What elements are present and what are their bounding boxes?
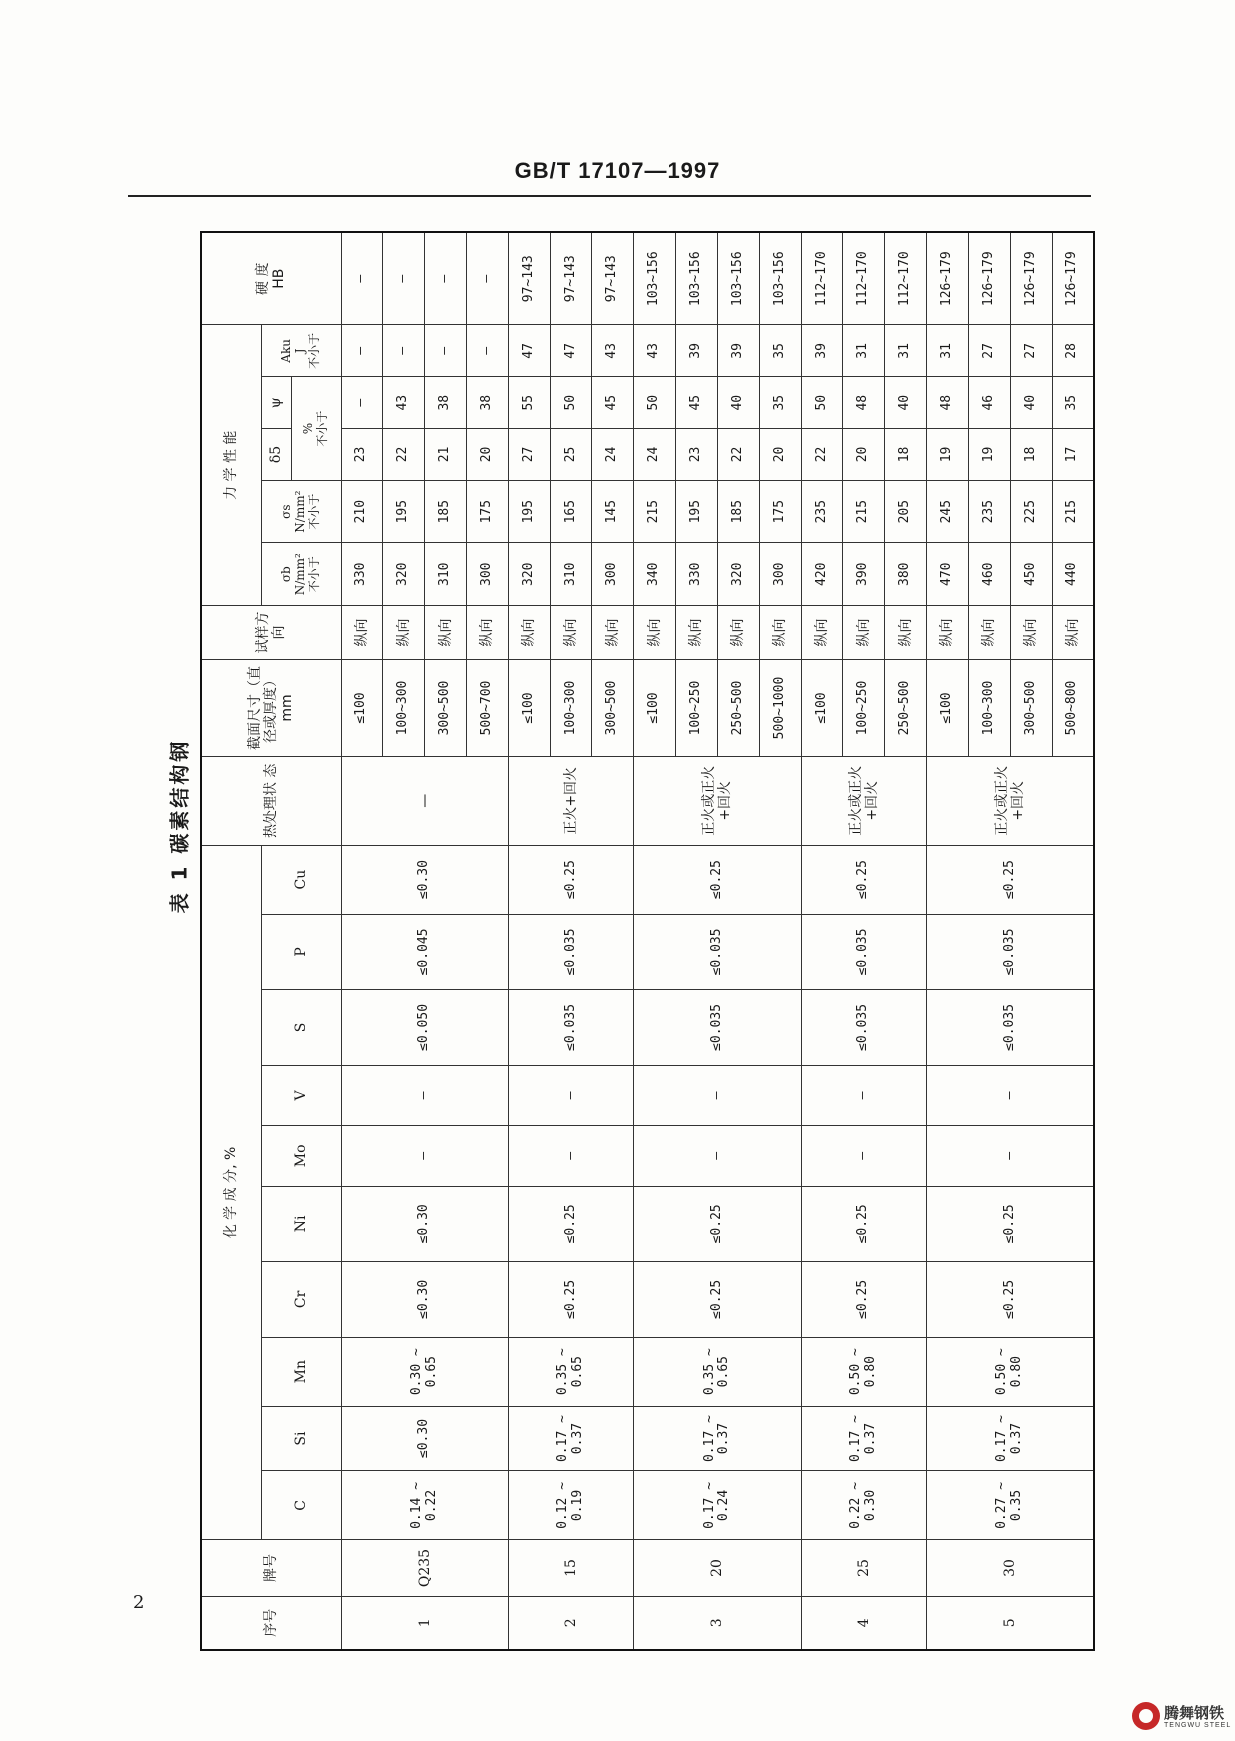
brand-logo: [1132, 1700, 1232, 1738]
standard-code-header: GB/T 17107—1997: [514, 158, 721, 183]
sigma-b-cell: 330: [676, 543, 718, 606]
aku-cell: 39: [801, 325, 843, 377]
composition-v-cell: —: [927, 1065, 1094, 1125]
aku-cell: 39: [717, 325, 759, 377]
sigma-s-symbol: σs: [279, 504, 294, 519]
hardness-cell: 97~143: [592, 232, 634, 325]
aku-cell: 39: [676, 325, 718, 377]
table-container: [200, 231, 1235, 1637]
aku-cell: 35: [759, 325, 801, 377]
sigma-b-header: [261, 543, 341, 606]
sigma-b-cell: 310: [425, 543, 467, 606]
sigma-b-cell: 320: [717, 543, 759, 606]
composition-s-cell: ≤0.035: [508, 990, 633, 1066]
section-size-cell: ≤100: [508, 659, 550, 756]
psi-cell: 48: [927, 377, 969, 429]
delta-cell: 23: [676, 429, 718, 481]
elongation-unit-header: [291, 377, 341, 481]
composition-cr-cell: ≤0.25: [634, 1262, 801, 1338]
composition-p-cell: ≤0.035: [508, 914, 633, 990]
section-size-cell: 500~700: [466, 659, 508, 756]
grade-cell: 15: [508, 1540, 633, 1596]
direction-cell: 纵向: [927, 606, 969, 660]
composition-v-cell: —: [341, 1065, 508, 1125]
mechanical-properties-header: 力 学 性 能: [201, 325, 261, 606]
composition-p-cell: ≤0.035: [927, 914, 1094, 990]
grade-cell: 20: [634, 1540, 801, 1596]
composition-cu-cell: ≤0.25: [801, 845, 926, 914]
composition-cr-cell: ≤0.25: [508, 1262, 633, 1338]
table-row: [634, 232, 676, 1650]
aku-min: 不小于: [306, 332, 321, 369]
sigma-s-header: [261, 480, 341, 543]
psi-cell: 40: [717, 377, 759, 429]
direction-cell: 纵向: [634, 606, 676, 660]
hardness-cell: 97~143: [508, 232, 550, 325]
psi-cell: 50: [634, 377, 676, 429]
delta-cell: 24: [592, 429, 634, 481]
percent-unit: %: [301, 422, 316, 435]
aku-cell: —: [383, 325, 425, 377]
sigma-s-cell: 145: [592, 480, 634, 543]
psi-cell: 35: [759, 377, 801, 429]
composition-header: 化 学 成 分, %: [201, 845, 261, 1540]
hardness-header: [201, 232, 341, 325]
header-row-2: [261, 232, 291, 1650]
aku-cell: 27: [1010, 325, 1052, 377]
element-cu-header: Cu: [261, 845, 341, 914]
composition-v-cell: —: [508, 1065, 633, 1125]
psi-cell: 43: [383, 377, 425, 429]
sigma-b-cell: 300: [592, 543, 634, 606]
delta-cell: 18: [1010, 429, 1052, 481]
aku-header: [261, 325, 341, 377]
composition-ni-cell: ≤0.25: [634, 1186, 801, 1262]
specimen-direction-header: 试样方向: [201, 606, 341, 660]
sigma-s-cell: 235: [801, 480, 843, 543]
table-row: [341, 232, 383, 1650]
composition-si-cell: ≤0.30: [341, 1406, 508, 1471]
logo-emblem-icon: [1132, 1702, 1160, 1730]
direction-cell: 纵向: [676, 606, 718, 660]
sigma-s-cell: 215: [1052, 480, 1094, 543]
section-size-cell: 100~250: [676, 659, 718, 756]
sigma-s-cell: 195: [508, 480, 550, 543]
sigma-b-min: 不小于: [306, 556, 321, 593]
sigma-b-cell: 310: [550, 543, 592, 606]
section-size-cell: 300~500: [592, 659, 634, 756]
composition-c-cell: 0.14 ~ 0.22: [341, 1471, 508, 1540]
sigma-s-cell: 210: [341, 480, 383, 543]
psi-cell: 55: [508, 377, 550, 429]
rotated-table-frame: [200, 231, 1095, 1651]
composition-c-cell: 0.22 ~ 0.30: [801, 1471, 926, 1540]
hardness-cell: 103~156: [717, 232, 759, 325]
delta-cell: 22: [717, 429, 759, 481]
composition-s-cell: ≤0.035: [927, 990, 1094, 1066]
section-size-cell: 250~500: [885, 659, 927, 756]
aku-cell: 31: [843, 325, 885, 377]
psi-cell: 40: [1010, 377, 1052, 429]
element-p-header: P: [261, 914, 341, 990]
hardness-cell: —: [383, 232, 425, 325]
delta-cell: 24: [634, 429, 676, 481]
sigma-s-unit: N/mm²: [293, 490, 308, 533]
direction-cell: 纵向: [801, 606, 843, 660]
psi-cell: 46: [968, 377, 1010, 429]
delta-cell: 17: [1052, 429, 1094, 481]
hardness-cell: 97~143: [550, 232, 592, 325]
section-size-cell: 500~1000: [759, 659, 801, 756]
sigma-b-cell: 320: [383, 543, 425, 606]
direction-cell: 纵向: [550, 606, 592, 660]
sigma-s-cell: 175: [759, 480, 801, 543]
composition-c-cell: 0.12 ~ 0.19: [508, 1471, 633, 1540]
sigma-s-cell: 195: [383, 480, 425, 543]
seq-cell: 5: [927, 1596, 1094, 1650]
direction-cell: 纵向: [843, 606, 885, 660]
psi-cell: —: [341, 377, 383, 429]
composition-mo-cell: —: [341, 1126, 508, 1186]
delta-cell: 20: [759, 429, 801, 481]
section-size-cell: 300~500: [1010, 659, 1052, 756]
direction-cell: 纵向: [759, 606, 801, 660]
sigma-s-cell: 245: [927, 480, 969, 543]
sigma-s-cell: 185: [717, 480, 759, 543]
carbon-steel-table: [200, 231, 1095, 1651]
composition-cr-cell: ≤0.30: [341, 1262, 508, 1338]
seq-cell: 2: [508, 1596, 633, 1650]
psi-cell: 50: [801, 377, 843, 429]
composition-si-cell: 0.17 ~ 0.37: [801, 1406, 926, 1471]
delta-header: δ5: [261, 429, 291, 481]
section-size-cell: 100~300: [550, 659, 592, 756]
table-row: [927, 232, 969, 1650]
composition-cu-cell: ≤0.25: [927, 845, 1094, 914]
composition-mo-cell: —: [634, 1126, 801, 1186]
heat-treatment-cell: 正火+回火: [508, 757, 633, 845]
table-caption: 表 1 碳素结构钢: [167, 738, 192, 914]
hardness-cell: 126~179: [968, 232, 1010, 325]
delta-cell: 25: [550, 429, 592, 481]
aku-unit: J: [293, 348, 308, 354]
composition-cu-cell: ≤0.25: [634, 845, 801, 914]
elongation-min: 不小于: [315, 410, 329, 447]
psi-cell: 38: [466, 377, 508, 429]
delta-cell: 22: [801, 429, 843, 481]
composition-cu-cell: ≤0.25: [508, 845, 633, 914]
composition-p-cell: ≤0.035: [634, 914, 801, 990]
composition-v-cell: —: [634, 1065, 801, 1125]
delta-cell: 20: [466, 429, 508, 481]
element-mo-header: Mo: [261, 1126, 341, 1186]
psi-cell: 40: [885, 377, 927, 429]
composition-mn-cell: 0.30 ~ 0.65: [341, 1337, 508, 1406]
composition-ni-cell: ≤0.25: [801, 1186, 926, 1262]
logo-text: 腾舞钢铁: [1164, 1704, 1225, 1722]
sigma-s-min: 不小于: [306, 493, 321, 530]
sigma-b-cell: 340: [634, 543, 676, 606]
seq-cell: 1: [341, 1596, 508, 1650]
composition-mo-cell: —: [508, 1126, 633, 1186]
section-size-cell: ≤100: [801, 659, 843, 756]
sigma-b-cell: 450: [1010, 543, 1052, 606]
heat-treatment-cell: 正火或正火+回火: [927, 757, 1094, 845]
hardness-cell: 126~179: [1052, 232, 1094, 325]
page-number: 2: [133, 1592, 145, 1613]
sigma-s-cell: 235: [968, 480, 1010, 543]
grade-cell: 30: [927, 1540, 1094, 1596]
hardness-cell: 103~156: [676, 232, 718, 325]
section-size-cell: 300~500: [425, 659, 467, 756]
section-size-cell: ≤100: [341, 659, 383, 756]
hardness-cell: —: [425, 232, 467, 325]
delta-cell: 19: [927, 429, 969, 481]
delta-cell: 21: [425, 429, 467, 481]
section-size-cell: ≤100: [634, 659, 676, 756]
sigma-b-cell: 390: [843, 543, 885, 606]
sigma-b-cell: 420: [801, 543, 843, 606]
composition-si-cell: 0.17 ~ 0.37: [508, 1406, 633, 1471]
hardness-unit: HB: [271, 268, 288, 289]
seq-header: 序号: [201, 1596, 341, 1650]
sigma-b-cell: 330: [341, 543, 383, 606]
direction-cell: 纵向: [466, 606, 508, 660]
sigma-s-cell: 175: [466, 480, 508, 543]
hardness-cell: —: [466, 232, 508, 325]
delta-cell: 23: [341, 429, 383, 481]
heat-treatment-header: 热处理状 态: [201, 757, 341, 845]
sigma-b-cell: 300: [759, 543, 801, 606]
composition-mn-cell: 0.35 ~ 0.65: [508, 1337, 633, 1406]
direction-cell: 纵向: [1052, 606, 1094, 660]
psi-cell: 38: [425, 377, 467, 429]
grade-cell: Q235: [341, 1540, 508, 1596]
direction-cell: 纵向: [341, 606, 383, 660]
sigma-s-cell: 215: [634, 480, 676, 543]
psi-cell: 45: [676, 377, 718, 429]
composition-c-cell: 0.27 ~ 0.35: [927, 1471, 1094, 1540]
section-size-cell: ≤100: [927, 659, 969, 756]
direction-cell: 纵向: [508, 606, 550, 660]
composition-si-cell: 0.17 ~ 0.37: [927, 1406, 1094, 1471]
section-size-cell: 100~250: [843, 659, 885, 756]
seq-cell: 4: [801, 1596, 926, 1650]
table-row: [801, 232, 843, 1650]
element-v-header: V: [261, 1065, 341, 1125]
aku-cell: 43: [592, 325, 634, 377]
grade-cell: 25: [801, 1540, 926, 1596]
composition-mo-cell: —: [801, 1126, 926, 1186]
composition-mn-cell: 0.35 ~ 0.65: [634, 1337, 801, 1406]
delta-cell: 19: [968, 429, 1010, 481]
aku-cell: 28: [1052, 325, 1094, 377]
delta-cell: 22: [383, 429, 425, 481]
direction-cell: 纵向: [592, 606, 634, 660]
aku-symbol: Aku: [279, 339, 294, 363]
composition-cr-cell: ≤0.25: [801, 1262, 926, 1338]
element-cr-header: Cr: [261, 1262, 341, 1338]
sigma-s-cell: 195: [676, 480, 718, 543]
composition-v-cell: —: [801, 1065, 926, 1125]
hardness-cell: 112~170: [801, 232, 843, 325]
composition-ni-cell: ≤0.25: [508, 1186, 633, 1262]
heat-treatment-cell: 正火或正火+回火: [634, 757, 801, 845]
sigma-b-cell: 300: [466, 543, 508, 606]
table-body: [341, 232, 1094, 1650]
seq-cell: 3: [634, 1596, 801, 1650]
hardness-cell: 126~179: [927, 232, 969, 325]
delta-cell: 27: [508, 429, 550, 481]
composition-mn-cell: 0.50 ~ 0.80: [801, 1337, 926, 1406]
direction-cell: 纵向: [383, 606, 425, 660]
sigma-b-cell: 440: [1052, 543, 1094, 606]
composition-cu-cell: ≤0.30: [341, 845, 508, 914]
section-size-header: 截面尺寸（直径或厚度）mm: [201, 659, 341, 756]
element-ni-header: Ni: [261, 1186, 341, 1262]
direction-cell: 纵向: [425, 606, 467, 660]
aku-cell: 27: [968, 325, 1010, 377]
aku-cell: —: [341, 325, 383, 377]
composition-p-cell: ≤0.035: [801, 914, 926, 990]
element-c-header: C: [261, 1471, 341, 1540]
composition-s-cell: ≤0.050: [341, 990, 508, 1066]
composition-cr-cell: ≤0.25: [927, 1262, 1094, 1338]
section-size-cell: 500~800: [1052, 659, 1094, 756]
table-row: [508, 232, 550, 1650]
hardness-cell: 103~156: [759, 232, 801, 325]
delta-cell: 20: [843, 429, 885, 481]
sigma-b-unit: N/mm²: [293, 553, 308, 596]
aku-cell: —: [466, 325, 508, 377]
direction-cell: 纵向: [1010, 606, 1052, 660]
composition-c-cell: 0.17 ~ 0.24: [634, 1471, 801, 1540]
aku-cell: —: [425, 325, 467, 377]
section-size-cell: 100~300: [383, 659, 425, 756]
composition-mn-cell: 0.50 ~ 0.80: [927, 1337, 1094, 1406]
element-s-header: S: [261, 990, 341, 1066]
psi-cell: 35: [1052, 377, 1094, 429]
hardness-cell: 112~170: [843, 232, 885, 325]
grade-header: 牌号: [201, 1540, 341, 1596]
aku-cell: 31: [927, 325, 969, 377]
sigma-s-cell: 225: [1010, 480, 1052, 543]
section-size-cell: 250~500: [717, 659, 759, 756]
psi-header: ψ: [261, 377, 291, 429]
hardness-cell: 126~179: [1010, 232, 1052, 325]
heat-treatment-cell: —: [341, 757, 508, 845]
sigma-s-cell: 185: [425, 480, 467, 543]
direction-cell: 纵向: [717, 606, 759, 660]
hardness-cell: 103~156: [634, 232, 676, 325]
composition-ni-cell: ≤0.25: [927, 1186, 1094, 1262]
sigma-b-symbol: σb: [279, 566, 294, 583]
element-mn-header: Mn: [261, 1337, 341, 1406]
sigma-s-cell: 215: [843, 480, 885, 543]
composition-si-cell: 0.17 ~ 0.37: [634, 1406, 801, 1471]
direction-cell: 纵向: [968, 606, 1010, 660]
composition-ni-cell: ≤0.30: [341, 1186, 508, 1262]
composition-p-cell: ≤0.045: [341, 914, 508, 990]
sigma-b-cell: 460: [968, 543, 1010, 606]
header-row-1: [201, 232, 261, 1650]
sigma-s-cell: 205: [885, 480, 927, 543]
sigma-b-cell: 470: [927, 543, 969, 606]
psi-cell: 50: [550, 377, 592, 429]
section-size-cell: 100~300: [968, 659, 1010, 756]
sigma-b-cell: 380: [885, 543, 927, 606]
sigma-s-cell: 165: [550, 480, 592, 543]
header-rule: [128, 195, 1091, 197]
aku-cell: 47: [550, 325, 592, 377]
aku-cell: 31: [885, 325, 927, 377]
hardness-label: 硬 度: [255, 262, 272, 295]
delta-cell: 18: [885, 429, 927, 481]
psi-cell: 45: [592, 377, 634, 429]
sigma-b-cell: 320: [508, 543, 550, 606]
element-si-header: Si: [261, 1406, 341, 1471]
composition-s-cell: ≤0.035: [634, 990, 801, 1066]
composition-s-cell: ≤0.035: [801, 990, 926, 1066]
direction-cell: 纵向: [885, 606, 927, 660]
composition-mo-cell: —: [927, 1126, 1094, 1186]
logo-subtext: TENGWU STEEL: [1164, 1722, 1232, 1729]
aku-cell: 47: [508, 325, 550, 377]
hardness-cell: 112~170: [885, 232, 927, 325]
hardness-cell: —: [341, 232, 383, 325]
psi-cell: 48: [843, 377, 885, 429]
heat-treatment-cell: 正火或正火+回火: [801, 757, 926, 845]
aku-cell: 43: [634, 325, 676, 377]
